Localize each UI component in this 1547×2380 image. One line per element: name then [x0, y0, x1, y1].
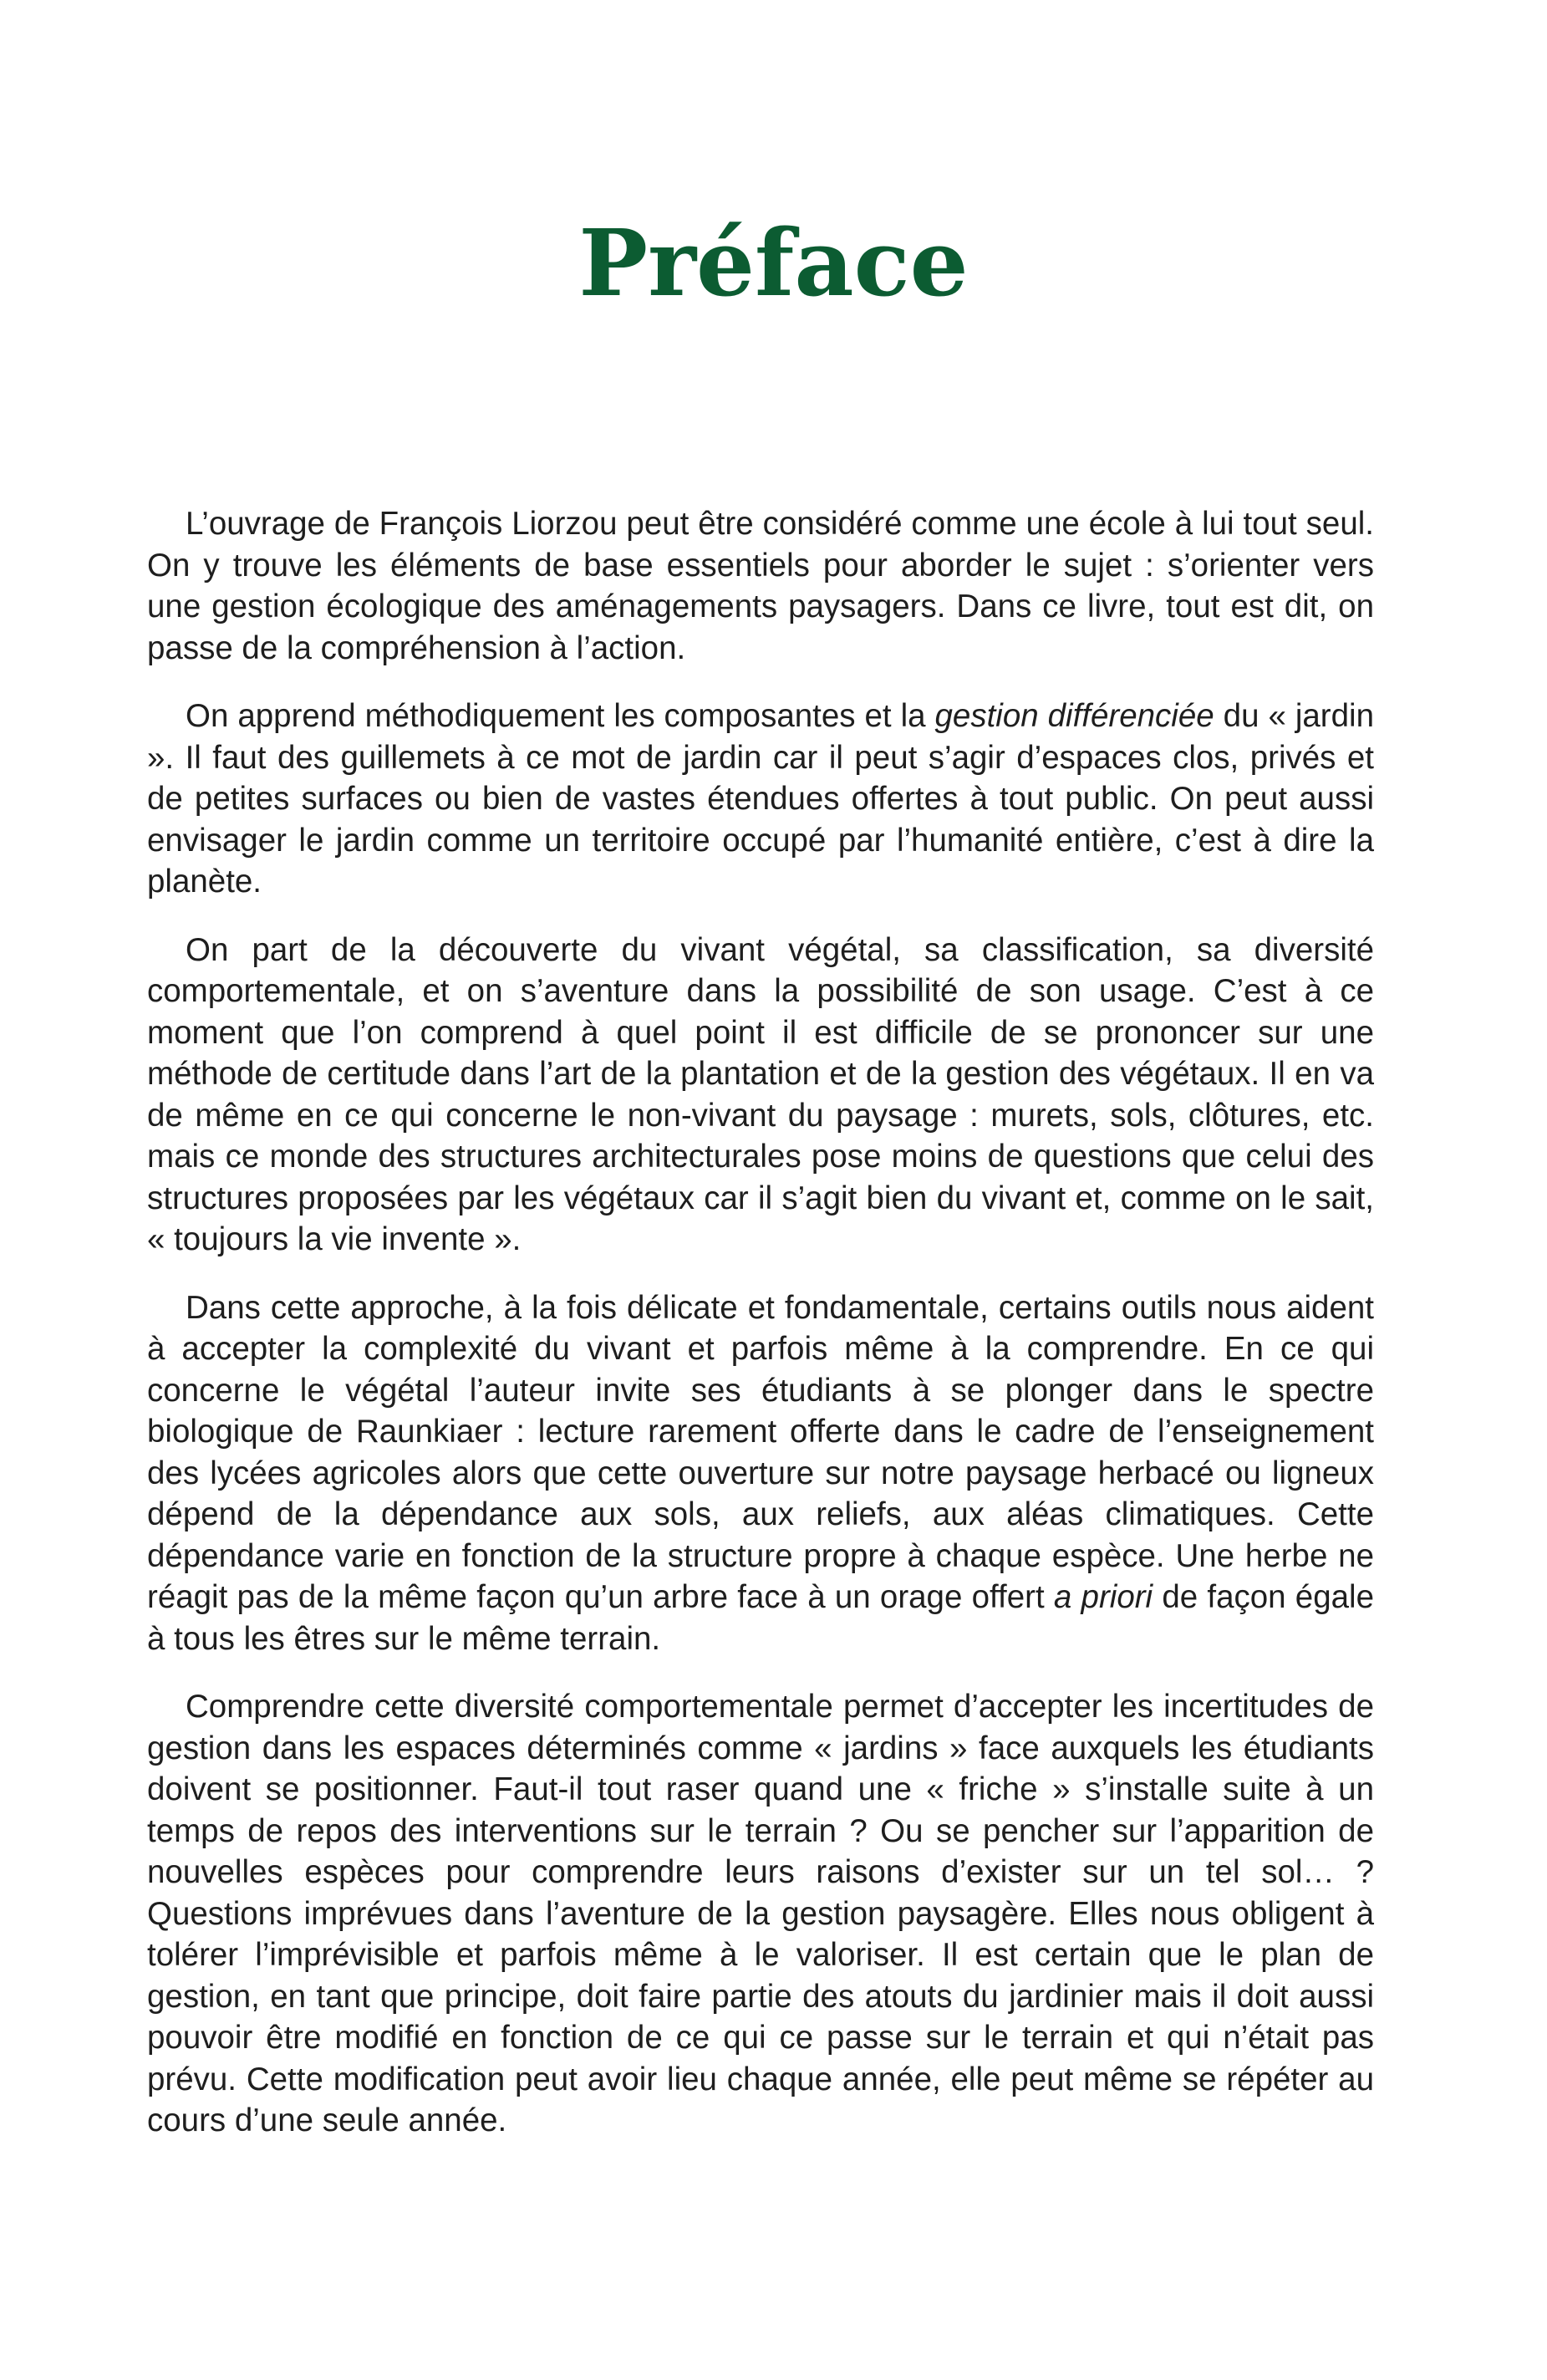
text-run: Dans cette approche, à la fois délicate et fondamentale, certains outils nous aident à accepter la complexité du vivant et parfois même à la comprendre. En ce qui concerne le végétal l’auteur invite ses étudiants à se plonger dans le spectre biologique de Raunkiaer : lecture rarement offerte dans le cadre de l’enseignement des lycées agricoles alors que cette ouverture sur notre paysage herbacé ou ligneux dépend de la dépendance aux sols, aux reliefs, aux aléas climatiques. Cette dépendance varie en fonction de la structure propre à chaque espèce. Une herbe ne réagit pas de la même façon qu’un arbre face à un orage offert — [147, 1289, 1374, 1615]
page-title: Préface — [578, 209, 969, 317]
paragraph — [147, 696, 1374, 903]
preface-body — [147, 503, 1374, 2169]
paragraph — [147, 930, 1374, 1261]
text-run: On part de la découverte du vivant végétal, sa classification, sa diversité comportementale, et on s’aventure dans la possibilité de son usage. C’est à ce moment que l’on comprend à quel point il est difficile de se prononcer sur une méthode de certitude dans l’art de la plantation et de la gestion des végétaux. Il en va de même en ce qui concerne le non-vivant du paysage : murets, sols, clôtures, etc. mais ce monde des structures architecturales pose moins de questions que celui des structures proposées par les végétaux car il s’agit bien du vivant et, comme on le sait, « toujours la vie invente ». — [147, 931, 1374, 1257]
paragraph — [147, 503, 1374, 669]
paragraph — [147, 1686, 1374, 2142]
text-run: du « jardin ». Il faut des guillemets à ce mot de jardin car il peut s’agir d’espaces clos, privés et de petites surfaces ou bien de vastes étendues offertes à tout public. On peut aussi envisager le jardin comme un territoire occupé par l’humanité entière, c’est à dire la planète. — [147, 698, 1374, 900]
text-run: de façon égale à tous les êtres sur le même terrain. — [147, 1579, 1375, 1657]
text-run: L’ouvrage de François Liorzou peut être considéré comme une école à lui tout seul. On y trouve les éléments de base essentiels pour aborder le sujet : s’orienter vers une gestion écologique des aménagements paysagers. Dans ce livre, tout est dit, on passe de la compréhension à l’action. — [147, 506, 1374, 666]
italic-text: gestion différenciée — [934, 698, 1214, 734]
text-run: On apprend méthodiquement les composantes et la — [186, 698, 935, 734]
paragraph — [147, 1287, 1374, 1660]
text-run: Comprendre cette diversité comportementale permet d’accepter les incertitudes de gestion dans les espaces déterminés comme « jardins » face auxquels les étudiants doivent se positionner. Faut-il tout raser quand une « friche » s’installe suite à un temps de repos des interventions sur le terrain ? Ou se pencher sur l’apparition de nouvelles espèces pour comprendre leurs raisons d’exister sur un tel sol… ? Questions imprévues dans l’aventure de la gestion paysagère. Elles nous obligent à tolérer l’imprévisible et parfois même à le valoriser. Il est certain que le plan de gestion, en tant que principe, doit faire partie des atouts du jardinier mais il doit aussi pouvoir être modifié en fonction de ce qui ce passe sur le terrain et qui n’était pas prévu. Cette modification peut avoir lieu chaque année, elle peut même se répéter au cours d’une seule année. — [147, 1689, 1374, 2138]
italic-text: a priori — [1053, 1579, 1153, 1615]
